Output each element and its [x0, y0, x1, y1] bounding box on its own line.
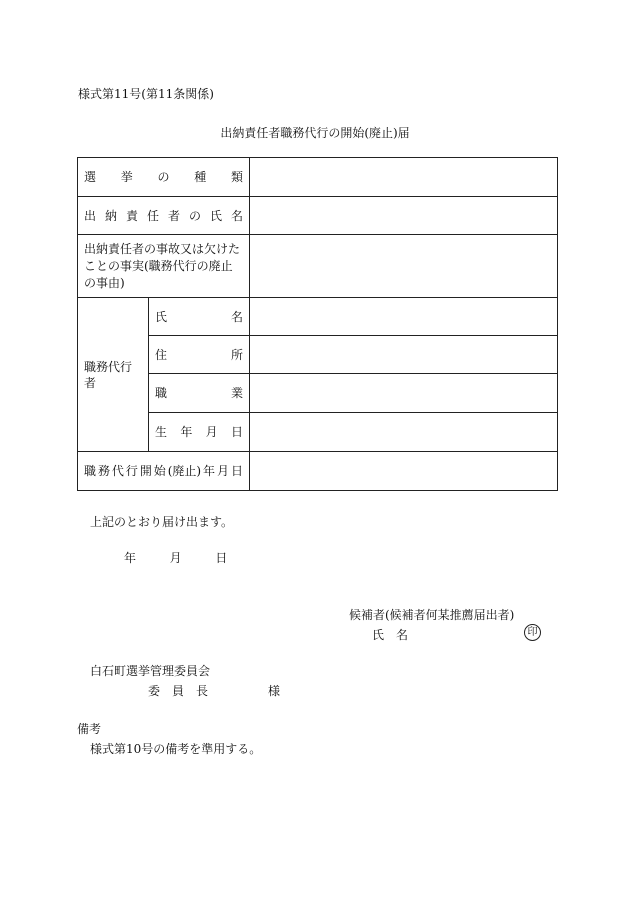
statement-text: 上記のとおり届け出ます。	[90, 515, 234, 529]
input-treasurer-name[interactable]	[250, 197, 558, 235]
input-acting-birthdate[interactable]	[250, 413, 558, 452]
row-election-type	[78, 158, 558, 197]
input-accident-fact[interactable]	[250, 235, 558, 298]
row-start-date	[78, 452, 558, 491]
label-acting-person: 職務代行者	[78, 298, 149, 452]
input-election-type[interactable]	[250, 158, 558, 197]
label-election-type: 選 挙 の 種 類	[78, 158, 250, 197]
row-acting-occupation	[78, 374, 558, 413]
row-acting-address	[78, 336, 558, 374]
committee-name: 白石町選挙管理委員会	[90, 664, 211, 678]
input-acting-name[interactable]	[250, 298, 558, 336]
date-month: 月	[169, 551, 182, 565]
signer-name-label: 氏 名	[372, 628, 409, 642]
row-acting-name	[78, 298, 558, 336]
seal-icon: 印	[524, 624, 541, 641]
remarks-body: 様式第10号の備考を準用する。	[90, 742, 262, 756]
date-day: 日	[215, 551, 228, 565]
row-accident-fact	[78, 235, 558, 298]
label-treasurer-name: 出 納 責 任 者 の 氏 名	[78, 197, 250, 235]
label-start-date: 職 務 代 行 開 始 (廃止) 年 月 日	[78, 452, 250, 491]
document-title: 出納責任者職務代行の開始(廃止)届	[220, 126, 410, 140]
input-start-date[interactable]	[250, 452, 558, 491]
input-acting-occupation[interactable]	[250, 374, 558, 413]
remarks-heading: 備考	[77, 722, 102, 736]
row-treasurer-name	[78, 197, 558, 235]
date-year: 年	[124, 551, 137, 565]
label-acting-name: 氏 名	[149, 298, 250, 336]
candidate-label: 候補者(候補者何某推薦届出者)	[349, 608, 515, 622]
chair-addressee: 委 員 長 様	[148, 684, 281, 698]
form-number: 様式第11号(第11条関係)	[78, 87, 214, 101]
row-acting-birthdate	[78, 413, 558, 452]
label-accident-fact: 出納責任者の事故又は欠けたことの事実(職務代行の廃止の事由)	[78, 235, 250, 298]
input-acting-address[interactable]	[250, 336, 558, 374]
submission-date	[124, 549, 227, 566]
label-acting-birthdate: 生 年 月 日	[149, 413, 250, 452]
label-acting-address: 住 所	[149, 336, 250, 374]
label-acting-occupation: 職 業	[149, 374, 250, 413]
form-table	[77, 157, 558, 491]
